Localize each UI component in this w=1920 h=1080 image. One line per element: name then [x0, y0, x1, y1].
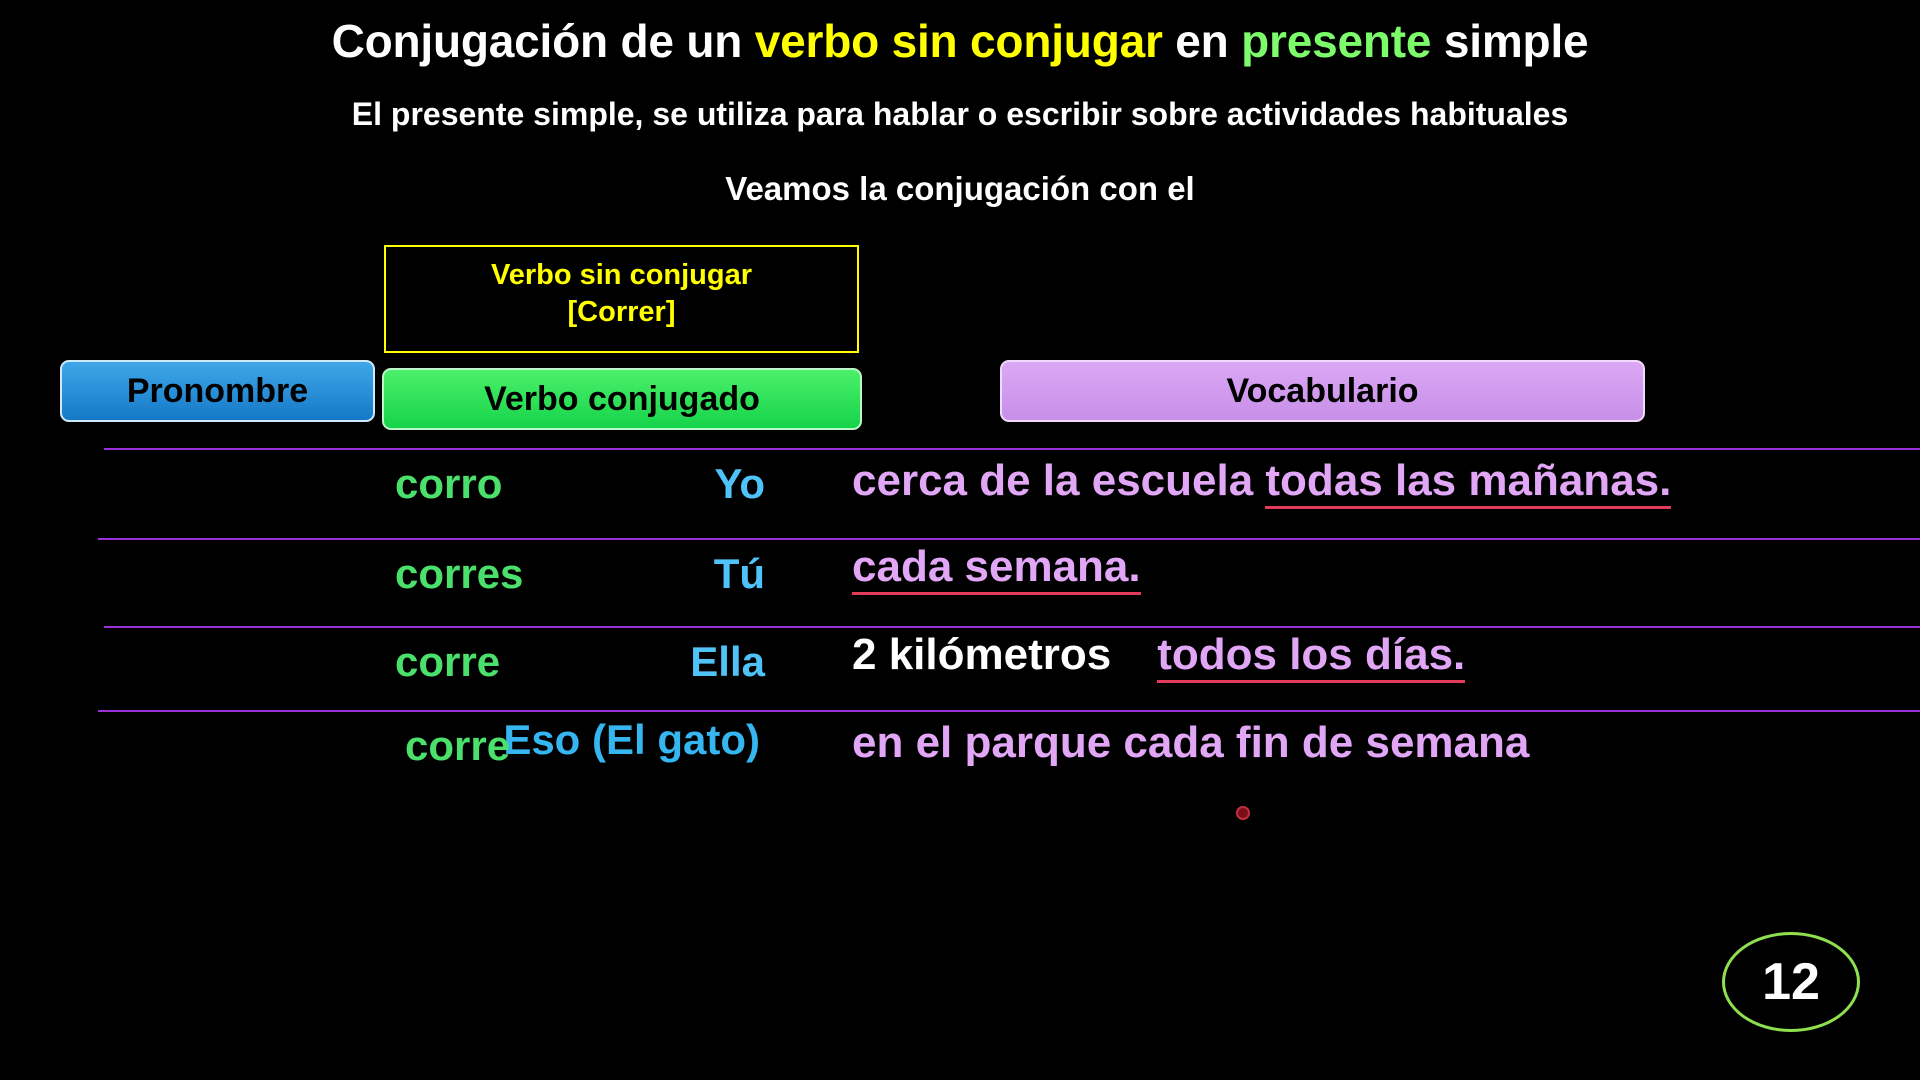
title-part-5: simple [1431, 15, 1589, 67]
row-vocabulary [852, 542, 1141, 592]
table-row [0, 628, 1920, 716]
row-pronoun: Tú [713, 550, 765, 597]
subtitle-line-2: Veamos la conjugación con el [725, 170, 1195, 207]
header-vocabulario: Vocabulario [1000, 360, 1645, 422]
row-verb: corre [405, 722, 511, 769]
row-vocabulary-underlined: todas las mañanas. [1265, 456, 1671, 509]
row-vocabulary-plain: 2 kilómetros [852, 630, 1112, 679]
table-row [0, 540, 1920, 628]
row-vocabulary-underlined: todos los días. [1157, 630, 1465, 683]
title-part-3: en [1162, 15, 1242, 67]
infinitive-value: [Correr] [567, 296, 676, 329]
row-verb: corre [395, 638, 501, 685]
row-vocabulary-plain: en el parque cada fin de semana [852, 718, 1530, 767]
header-pronombre: Pronombre [60, 360, 375, 422]
title-part-2-highlight: verbo sin conjugar [754, 15, 1163, 67]
row-vocabulary [852, 630, 1465, 680]
row-pronoun: Eso (El gato) [503, 716, 760, 763]
row-vocabulary-underlined: cada semana. [852, 542, 1141, 595]
row-verb: corres [395, 550, 524, 597]
title-part-4-highlight: presente [1241, 15, 1432, 67]
subtitle-line-1: El presente simple, se utiliza para hablar o escribir sobre actividades habituales [351, 96, 1569, 132]
row-vocabulary-plain: cerca de la escuela [852, 456, 1266, 505]
row-pronoun: Ella [690, 638, 765, 685]
header-verbo-conjugado: Verbo conjugado [382, 368, 862, 430]
row-vocabulary [852, 456, 1671, 506]
table-row [0, 712, 1920, 800]
infinitive-verb-box [384, 245, 859, 353]
row-vocabulary [852, 718, 1529, 768]
cursor-dot-marker [1236, 806, 1250, 820]
table-row [0, 450, 1920, 538]
infinitive-label: Verbo sin conjugar [490, 259, 753, 291]
title-part-1: Conjugación de un [331, 15, 755, 67]
page-number-badge: 12 [1722, 932, 1860, 1032]
row-verb: corro [395, 460, 503, 507]
row-pronoun: Yo [714, 460, 765, 507]
page-title [0, 14, 1920, 68]
